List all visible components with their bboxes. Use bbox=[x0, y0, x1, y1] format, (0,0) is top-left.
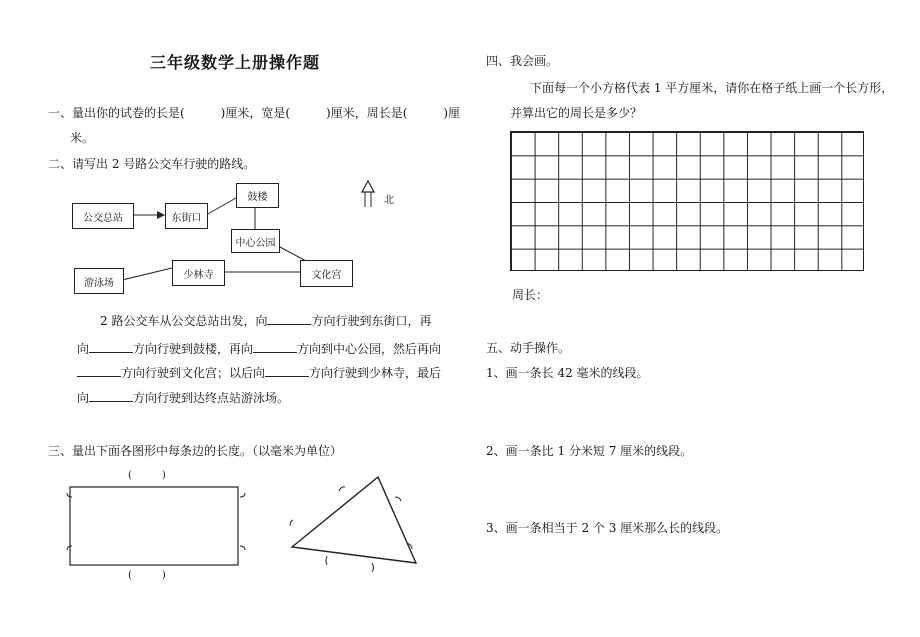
stop-shaolin-temple: 少林寺 bbox=[172, 260, 225, 286]
route-line1-text-a: 2 路公交车从公交总站出发，向 bbox=[100, 314, 268, 328]
q5-item3: 3、画一条相当于 2 个 3 厘米那么长的线段。 bbox=[486, 521, 729, 535]
stop-culture-palace: 文化宫 bbox=[300, 260, 353, 287]
perimeter-label: 周长： bbox=[512, 288, 549, 302]
measure-rectangle bbox=[70, 487, 238, 565]
north-arrow-head bbox=[362, 181, 374, 192]
rect-right-mark-top bbox=[240, 493, 245, 497]
q2-heading: 二、请写出 2 号路公交车行驶的路线。 bbox=[48, 157, 256, 171]
rect-bottom-answer[interactable]: ( ) bbox=[128, 570, 166, 581]
route-line2 bbox=[77, 341, 441, 356]
q4-text1: 下面每一个小方格代表 1 平方厘米，请你在格子纸上画一个长方形， bbox=[530, 81, 894, 95]
answer-blank-6[interactable] bbox=[89, 390, 133, 402]
grid-paper[interactable] bbox=[510, 131, 864, 271]
q5-item1: 1、画一条长 42 毫米的线段。 bbox=[486, 366, 649, 380]
q1-line1: 一、量出你的试卷的长是( )厘米，宽是( )厘米，周长是( )厘 bbox=[48, 106, 461, 120]
answer-blank-5[interactable] bbox=[265, 365, 309, 377]
stop-bus-station: 公交总站 bbox=[72, 203, 134, 229]
stop-gulou: 鼓楼 bbox=[236, 183, 279, 208]
tri-mark-1 bbox=[339, 487, 345, 491]
stop-swimming-pool: 游泳场 bbox=[74, 268, 124, 294]
answer-blank-1[interactable] bbox=[267, 313, 311, 325]
measure-triangle bbox=[292, 477, 416, 563]
line-dongjiekou-gulou bbox=[206, 198, 236, 215]
route-line1 bbox=[100, 313, 431, 328]
rect-top-answer[interactable]: ( ) bbox=[128, 470, 166, 481]
tri-mark-5 bbox=[326, 556, 327, 565]
route-line1-text-b: 方向行驶到东街口，再 bbox=[311, 314, 432, 328]
answer-blank-2[interactable] bbox=[89, 341, 133, 353]
route-line4-text-b: 方向行驶到达终点站游泳场。 bbox=[133, 391, 290, 405]
tri-mark-3 bbox=[395, 497, 401, 501]
route-line4-text-a: 向 bbox=[77, 391, 90, 405]
route-line3 bbox=[77, 365, 441, 380]
route-line4 bbox=[77, 390, 289, 405]
q3-heading: 三、量出下面各图形中每条边的长度。（以毫米为单位） bbox=[48, 444, 343, 458]
page-title: 三年级数学上册操作题 bbox=[150, 53, 321, 72]
north-label: 北 bbox=[384, 195, 394, 206]
answer-blank-4[interactable] bbox=[77, 365, 121, 377]
route-line2-text-b: 方向行驶到鼓楼，再向 bbox=[133, 342, 254, 356]
q5-heading: 五、动手操作。 bbox=[486, 341, 571, 355]
rect-right-mark-bottom bbox=[240, 546, 245, 550]
route-line3-text-a: 方向行驶到文化宫；以后向 bbox=[121, 366, 266, 380]
stop-dongjiekou: 东街口 bbox=[165, 203, 208, 229]
route-line3-text-b: 方向行驶到少林寺，最后 bbox=[309, 366, 442, 380]
answer-blank-3[interactable] bbox=[253, 341, 297, 353]
q4-text2: 并算出它的周长是多少？ bbox=[510, 106, 643, 120]
route-line2-text-c: 方向到中心公园，然后再向 bbox=[297, 342, 442, 356]
q4-heading: 四、我会画。 bbox=[486, 54, 559, 68]
line-pool-shaolin bbox=[122, 268, 172, 280]
stop-central-park: 中心公园 bbox=[231, 229, 280, 253]
tri-mark-2 bbox=[290, 520, 293, 526]
q5-item2: 2、画一条比 1 分米短 7 厘米的线段。 bbox=[486, 444, 693, 458]
q1-line2: 米。 bbox=[70, 131, 95, 145]
tri-mark-6 bbox=[372, 563, 374, 572]
route-line2-text-a: 向 bbox=[77, 342, 90, 356]
